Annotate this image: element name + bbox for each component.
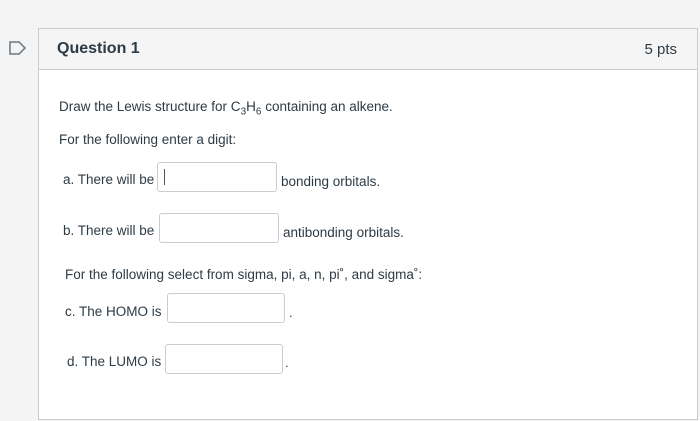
subscript-3: 3: [240, 106, 247, 118]
part-b-suffix: antibonding orbitals.: [283, 225, 404, 240]
prompt-text-start: Draw the Lewis structure for C: [59, 99, 241, 114]
question-header: [39, 29, 697, 70]
question-title: Question 1: [57, 40, 140, 57]
question-points: 5 pts: [644, 41, 677, 58]
part-c-period: .: [289, 305, 293, 320]
part-a-input[interactable]: [157, 162, 277, 192]
part-b-label: b. There will be: [63, 223, 155, 238]
subscript-6: 6: [255, 106, 262, 118]
part-d-label: d. The LUMO is: [67, 354, 162, 369]
flag-question-icon[interactable]: [8, 40, 28, 56]
part-c-input[interactable]: [167, 293, 285, 323]
question-prompt: [59, 99, 393, 118]
part-c-label: c. The HOMO is: [65, 304, 162, 319]
enter-digit-instruction: For the following enter a digit:: [59, 132, 237, 147]
part-b-input[interactable]: [159, 213, 279, 243]
part-d-period: .: [285, 355, 289, 370]
part-d-input[interactable]: [165, 344, 283, 374]
part-a-suffix: bonding orbitals.: [281, 174, 381, 189]
prompt-text-end: containing an alkene.: [261, 99, 393, 114]
part-a-label: a. There will be: [63, 172, 155, 187]
question-card: [38, 28, 698, 420]
text-cursor: [164, 169, 165, 185]
select-instruction: For the following select from sigma, pi, a, n, pi˚, and sigma˚:: [65, 267, 423, 282]
prompt-text-h: H: [246, 99, 256, 114]
